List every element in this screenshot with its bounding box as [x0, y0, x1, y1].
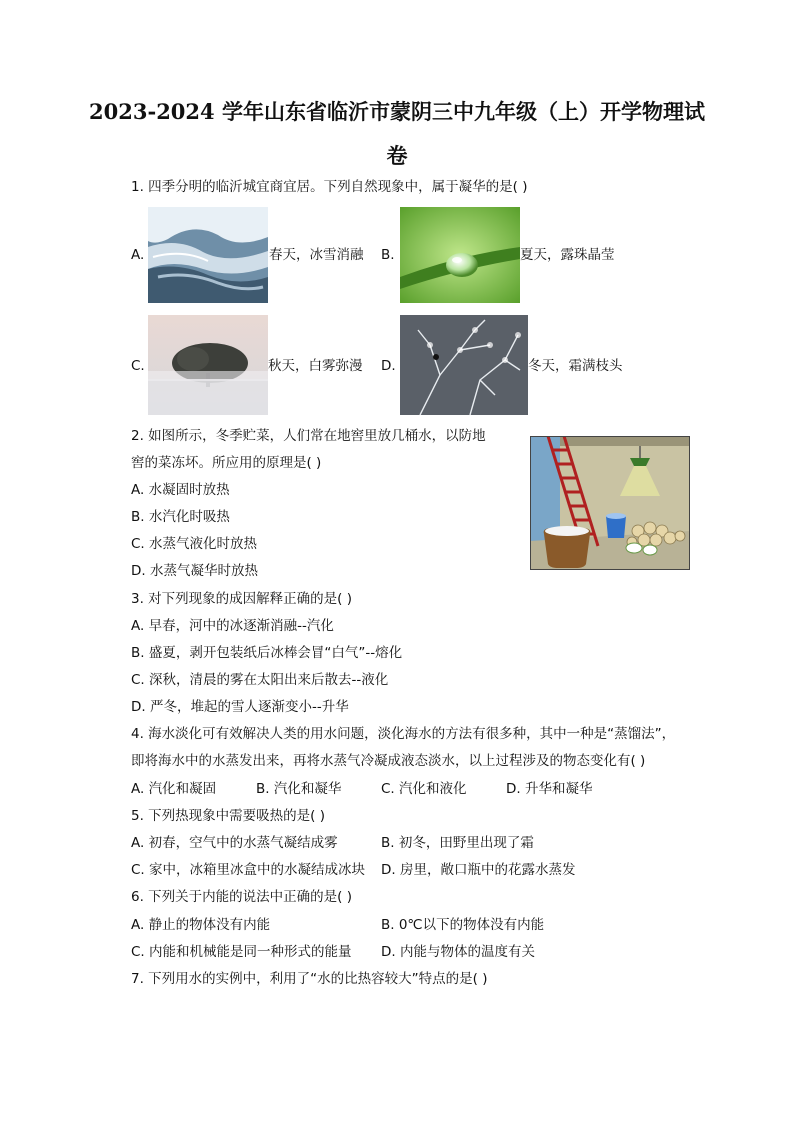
q6-option-c: C. 内能和机械能是同一种形式的能量	[131, 944, 352, 960]
q1-option-c-text: 秋天，白雾弥漫	[268, 358, 363, 374]
q1-stem: 1. 四季分明的临沂城宜商宜居。下列自然现象中，属于凝华的是( )	[131, 179, 528, 195]
q2-stem-line2: 窖的菜冻坏。所应用的原理是( )	[131, 455, 322, 471]
q3-option-b: B. 盛夏，剥开包装纸后冰棒会冒“白气”--熔化	[131, 645, 403, 661]
q4-stem-line2: 即将海水中的水蒸发出来，再将水蒸气冷凝成液态淡水，以上过程涉及的物态变化有( )	[131, 753, 646, 769]
q1-option-a-image	[148, 207, 268, 303]
q1-option-c-image	[148, 315, 268, 415]
q1-option-c-letter: C.	[131, 358, 145, 374]
q4-option-c: C. 汽化和液化	[381, 781, 467, 797]
q3-option-a: A. 早春，河中的冰逐渐消融--汽化	[131, 618, 334, 634]
q5-option-a: A. 初春，空气中的水蒸气凝结成雾	[131, 835, 338, 851]
q3-option-c: C. 深秋，清晨的雾在太阳出来后散去--液化	[131, 672, 389, 688]
q2-stem-line1: 2. 如图所示，冬季贮菜，人们常在地窖里放几桶水，以防地	[131, 428, 486, 444]
q4-option-b: B. 汽化和凝华	[256, 781, 342, 797]
q5-option-d: D. 房里，敞口瓶中的花露水蒸发	[381, 862, 576, 878]
q4-option-d: D. 升华和凝华	[506, 781, 593, 797]
q1-option-a-text: 春天，冰雪消融	[269, 247, 364, 263]
q2-option-a: A. 水凝固时放热	[131, 482, 230, 498]
q1-option-a-letter: A.	[131, 247, 145, 263]
q1-option-b-text: 夏天，露珠晶莹	[520, 247, 615, 263]
q3-option-d: D. 严冬，堆起的雪人逐渐变小--升华	[131, 699, 349, 715]
q2-cellar-figure	[530, 436, 690, 570]
q6-option-a: A. 静止的物体没有内能	[131, 917, 271, 933]
q6-stem: 6. 下列关于内能的说法中正确的是( )	[131, 889, 352, 905]
q1-option-d-image	[400, 315, 528, 415]
page-title-line1: 2023-2024 学年山东省临沂市蒙阴三中九年级（上）开学物理试	[89, 99, 705, 124]
q5-option-b: B. 初冬，田野里出现了霜	[381, 835, 534, 851]
q6-option-d: D. 内能与物体的温度有关	[381, 944, 535, 960]
q2-option-d: D. 水蒸气凝华时放热	[131, 563, 258, 579]
q1-option-d-text: 冬天，霜满枝头	[528, 358, 623, 374]
q1-option-b-letter: B.	[381, 247, 395, 263]
q4-option-a: A. 汽化和凝固	[131, 781, 217, 797]
q7-stem: 7. 下列用水的实例中，利用了“水的比热容较大”特点的是( )	[131, 971, 488, 987]
q2-option-b: B. 水汽化时吸热	[131, 509, 230, 525]
q2-option-c: C. 水蒸气液化时放热	[131, 536, 258, 552]
q5-option-c: C. 家中，冰箱里冰盒中的水凝结成冰块	[131, 862, 366, 878]
q1-option-d-letter: D.	[381, 358, 396, 374]
q1-option-b-image	[400, 207, 520, 303]
q3-stem: 3. 对下列现象的成因解释正确的是( )	[131, 591, 352, 607]
q4-stem-line1: 4. 海水淡化可有效解决人类的用水问题，淡化海水的方法有很多种，其中一种是“蒸馏法”，	[131, 726, 676, 742]
q6-option-b: B. 0℃以下的物体没有内能	[381, 917, 545, 933]
q5-stem: 5. 下列热现象中需要吸热的是( )	[131, 808, 325, 824]
page-title-line2: 卷	[386, 143, 408, 168]
